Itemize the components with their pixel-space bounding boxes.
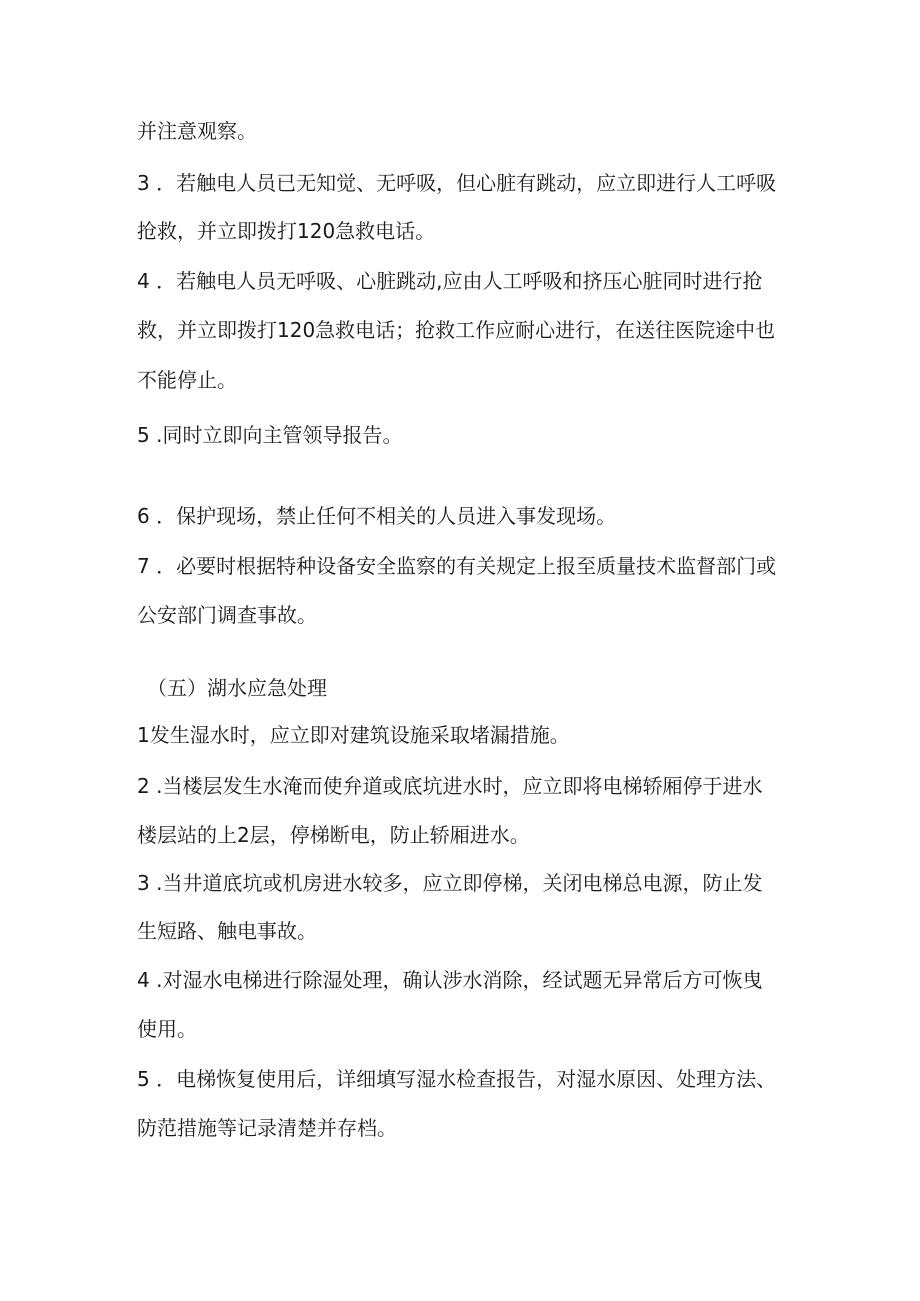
text-line-item-4-cont-2: 不能停止。 [137,368,237,392]
text-line-flood-5-cont: 防范措施等记录清楚并存档。 [137,1116,397,1140]
text-line-item-3: 3 ．若触电人员已无知觉、无呼吸，但心脏有跳动，应立即进行人工呼吸 [137,171,777,195]
text-line-item-6: 6 ．保护现场，禁止任何不相关的人员进入事发现场。 [137,504,617,528]
text-line-flood-2-cont: 楼层站的上2层，停梯断电，防止轿厢进水。 [137,823,530,847]
section-heading: （五）湖水应急处理 [147,676,327,700]
text-line-item-7-cont: 公安部门调查事故。 [137,603,317,627]
text-line-flood-5: 5 ．电梯恢复使用后，详细填写湿水检查报告，对湿水原因、处理方法、 [137,1067,777,1091]
text-line-flood-1: 1发生湿水时，应立即对建筑设施采取堵漏措施。 [137,723,570,747]
text-line-item-4-cont-1: 救，并立即拨打120急救电话；抢救工作应耐心进行，在送往医院途中也 [137,318,776,342]
text-line-item-4: 4 ．若触电人员无呼吸、心脏跳动,应由人工呼吸和挤压心脏同时进行抢 [137,269,763,293]
text-line-flood-2: 2 .当楼层发生水淹而使弁道或底坑进水时，应立即将电梯轿厢停于进水 [137,774,763,798]
text-line-item-3-cont: 抢救，并立即拨打120急救电话。 [137,219,436,243]
text-line-flood-3: 3 .当井道底坑或机房进水较多，应立即停梯，关闭电梯总电源，防止发 [137,871,763,895]
text-line-flood-4: 4 .对湿水电梯进行除湿处理，确认涉水消除，经试题无异常后方可恢曳 [137,968,763,992]
text-line-flood-4-cont: 使用。 [137,1017,197,1041]
text-line-item-5: 5 .同时立即向主管领导报告。 [137,423,403,447]
text-line-flood-3-cont: 生短路、触电事故。 [137,919,317,943]
text-line-continuation: 并注意观察。 [137,119,257,143]
text-line-item-7: 7 ．必要时根据特种设备安全监察的有关规定上报至质量技术监督部门或 [137,554,777,578]
